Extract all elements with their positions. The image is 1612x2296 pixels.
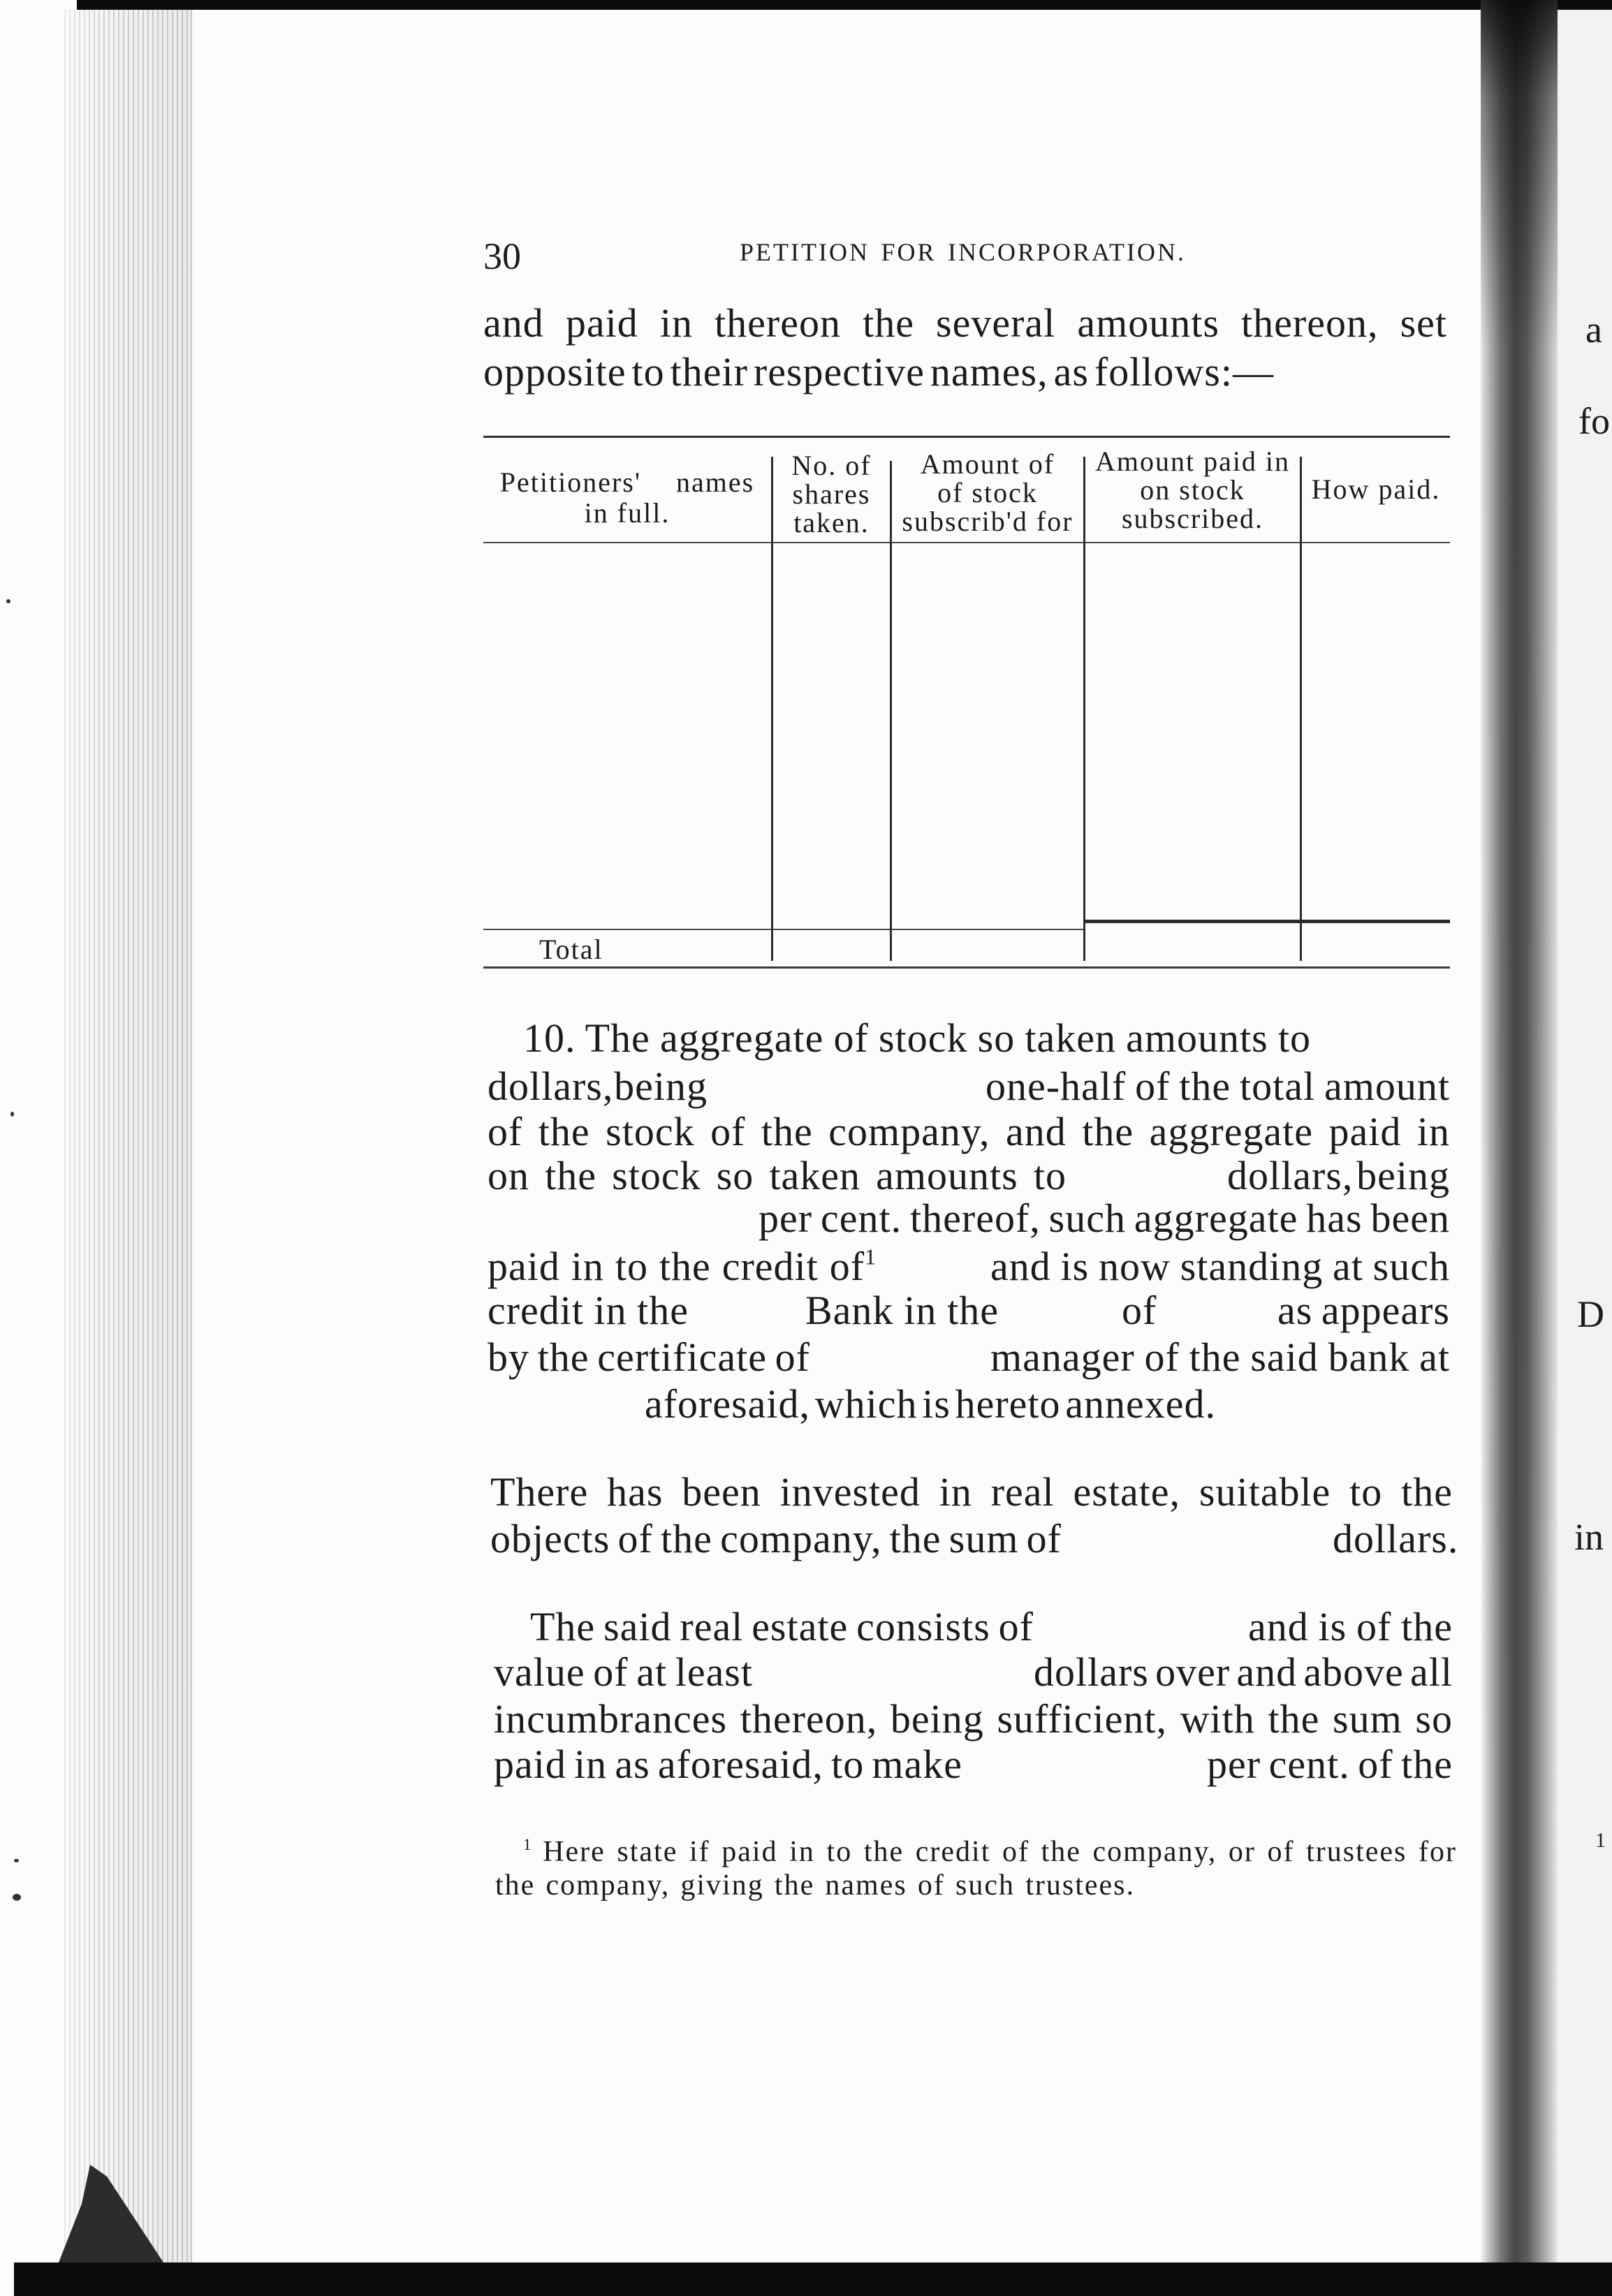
clause-line: dollars, being	[488, 1064, 708, 1109]
facing-page-text: in	[1574, 1516, 1604, 1558]
clause-line: of the stock of the company, and the aggregate paid in	[488, 1109, 1450, 1154]
paragraph-line: objects of the company, the sum of	[490, 1516, 1062, 1561]
table-header-line: No. of	[791, 450, 872, 481]
paragraph-line: paid in as aforesaid, to make	[494, 1742, 962, 1787]
scan-top-border	[77, 0, 1612, 10]
paragraph-line: per cent. of the	[1207, 1742, 1453, 1787]
scan-speck	[10, 1112, 14, 1117]
table-total-rule	[483, 929, 1084, 930]
table-column-divider	[1300, 457, 1302, 961]
book-gutter	[1481, 0, 1558, 2262]
table-header-shares-taken	[773, 451, 890, 537]
scan-speck	[13, 1894, 21, 1901]
footnote-reference: 1	[865, 1244, 876, 1270]
facing-page-text: 1	[1595, 1829, 1606, 1852]
running-head-title: PETITION FOR INCORPORATION.	[740, 238, 1186, 266]
scan-speck	[14, 1859, 19, 1862]
table-header-line: Petitioners' names	[499, 466, 755, 498]
paragraph-line: dollars.	[1333, 1516, 1459, 1561]
clause-line: dollars, being	[1227, 1153, 1450, 1198]
table-total-rule-heavy	[1084, 920, 1450, 923]
table-header-line: shares	[792, 478, 871, 510]
footnote-line	[523, 1835, 1457, 1869]
clause-line: manager of the said bank at	[990, 1334, 1450, 1380]
facing-page-strip	[1558, 10, 1612, 2262]
clause-line: on the stock so taken amounts to	[488, 1153, 1067, 1198]
clause-line: Bank in the	[805, 1288, 999, 1333]
clause-line: as appears	[1277, 1288, 1450, 1333]
intro-line: and paid in thereon the several amounts thereon, set	[483, 300, 1447, 346]
table-header-line: subscrib'd for	[902, 506, 1074, 537]
table-header-line: in full.	[584, 497, 671, 529]
table-header-line: taken.	[793, 507, 870, 538]
table-header-line: How paid.	[1311, 473, 1441, 505]
table-header-petitioners-names	[483, 467, 771, 529]
scan-bottom-border	[14, 2262, 1612, 2296]
clause-line: and is now standing at such	[990, 1244, 1450, 1289]
page-edges-stack	[64, 10, 191, 2262]
clause-line: per cent. thereof, such aggregate has been	[759, 1195, 1450, 1241]
table-total-label: Total	[539, 934, 603, 965]
clause-line: aforesaid, which is hereto annexed.	[645, 1381, 1216, 1427]
clause-text: paid in to the credit of	[488, 1244, 865, 1289]
table-header-line: subscribed.	[1121, 503, 1264, 534]
footnote-text: Here state if paid in to the credit of the company, or of trustees for	[543, 1836, 1458, 1868]
paragraph-line: and is of the	[1248, 1604, 1453, 1649]
footnote-marker: 1	[523, 1834, 532, 1853]
paragraph-line: There has been invested in real estate, suitable to the	[490, 1469, 1453, 1515]
clause-line: 10. The aggregate of stock so taken amounts to	[523, 1015, 1311, 1061]
footnote-line: the company, giving the names of such trustees.	[495, 1869, 1135, 1901]
clause-line: by the certificate of	[488, 1334, 810, 1380]
clause-line	[488, 1244, 876, 1290]
paragraph-line: value of at least	[494, 1649, 753, 1695]
table-header-amount-paid	[1085, 447, 1300, 533]
paragraph-line: incumbrances thereon, being sufficient, with the sum so	[494, 1696, 1453, 1742]
clause-line: of	[1122, 1288, 1157, 1333]
page-number: 30	[483, 235, 521, 277]
table-top-rule	[483, 436, 1450, 438]
clause-line: credit in the	[488, 1288, 689, 1333]
paragraph-line: dollars over and above all	[1034, 1649, 1453, 1695]
table-header-line: Amount paid in	[1094, 446, 1291, 477]
table-header-line: Amount of	[920, 448, 1055, 480]
table-header-rule	[483, 542, 1450, 543]
table-header-how-paid	[1302, 475, 1450, 503]
facing-page-text: D	[1577, 1293, 1604, 1335]
facing-page-text: a	[1585, 309, 1602, 351]
clause-line: one-half of the total amount	[985, 1064, 1450, 1109]
scan-speck	[6, 599, 10, 603]
table-header-amount-subscribed	[892, 450, 1083, 536]
paragraph-line: The said real estate consists of	[530, 1604, 1034, 1649]
table-header-line: on stock	[1140, 474, 1245, 506]
table-bottom-rule	[483, 966, 1450, 969]
intro-line: opposite to their respective names, as follows:—	[483, 349, 1274, 395]
facing-page-text: fo	[1578, 400, 1610, 442]
table-column-divider	[890, 461, 892, 961]
page-left-edge	[191, 10, 192, 2262]
table-header-line: of stock	[937, 477, 1038, 508]
